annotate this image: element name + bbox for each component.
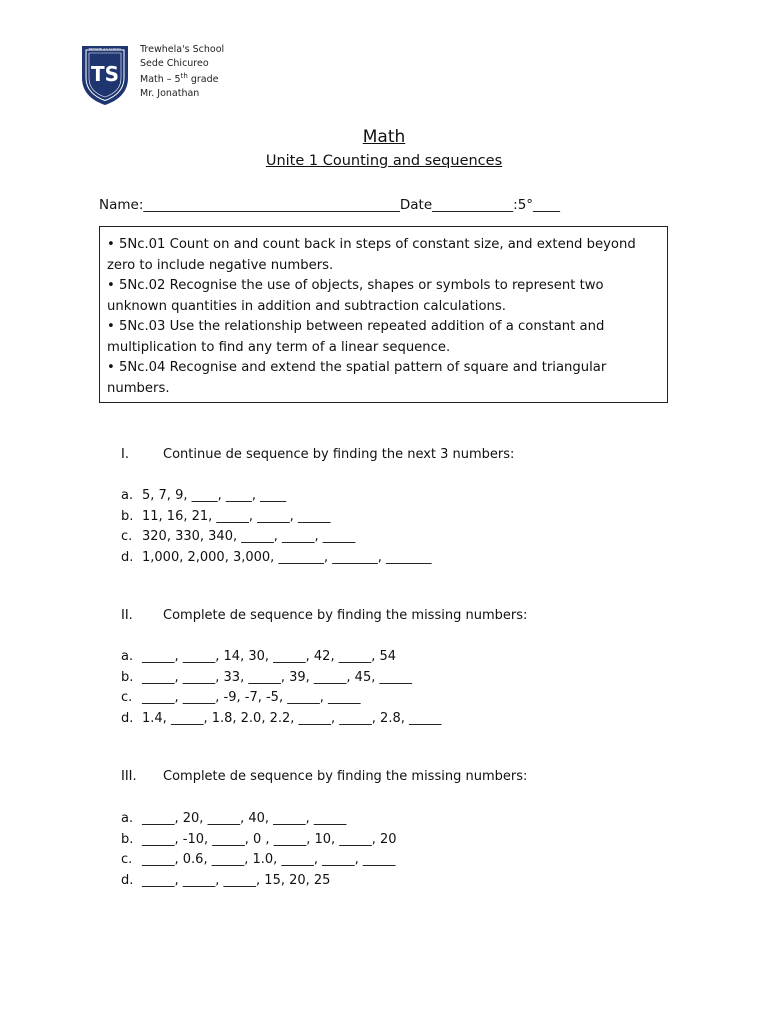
school-info <box>140 43 224 100</box>
section-number: II. <box>121 608 133 623</box>
section-number: I. <box>121 447 129 462</box>
name-date-line: Name:______________________________________Date____________:5°____ <box>99 197 561 213</box>
list-item: a. _____, 20, _____, 40, _____, _____ <box>121 811 347 826</box>
list-item: c. 320, 330, 340, _____, _____, _____ <box>121 529 356 544</box>
section-heading <box>121 447 514 462</box>
school-logo <box>80 44 130 106</box>
list-item: d. _____, _____, _____, 15, 20, 25 <box>121 872 331 888</box>
section-heading <box>121 608 527 623</box>
list-item: b. _____, -10, _____, 0 , _____, 10, _____, 20 <box>121 831 397 847</box>
list-item: c. _____, 0.6, _____, 1.0, _____, _____, _____ <box>121 852 396 867</box>
page-subtitle: Unite 1 Counting and sequences <box>265 153 503 169</box>
exercise-list <box>121 486 431 568</box>
list-item: a. _____, _____, 14, 30, _____, 42, _____, 54 <box>121 649 397 664</box>
list-item: a. 5, 7, 9, ____, ____, ____ <box>121 488 287 503</box>
teacher: Mr. Jonathan <box>140 87 200 99</box>
section-instruction: Complete de sequence by finding the missing numbers: <box>163 608 528 623</box>
list-item: b. _____, _____, 33, _____, 39, _____, 45, _____ <box>121 669 412 685</box>
logo-initials: TS <box>90 62 120 86</box>
objective-item: • 5Nc.02 Recognise the use of objects, shapes or symbols to represent two unknown quantities in addition and subtraction calculations. <box>107 278 604 314</box>
exercise-list <box>121 809 397 891</box>
logo-arc-text: TREWHELA'S SCHOOL <box>88 47 122 51</box>
course: Math – 5th grade <box>140 72 219 86</box>
objective-item: • 5Nc.04 Recognise and extend the spatial pattern of square and triangular numbers. <box>107 360 607 396</box>
list-item: d. 1,000, 2,000, 3,000, _______, _______, _______ <box>121 549 432 565</box>
list-item: b. 11, 16, 21, _____, _____, _____ <box>121 508 331 524</box>
objectives-box <box>99 226 668 403</box>
list-item: c. _____, _____, -9, -7, -5, _____, _____ <box>121 690 361 705</box>
section-instruction: Continue de sequence by finding the next 3 numbers: <box>163 447 515 462</box>
campus: Sede Chicureo <box>140 57 209 69</box>
page-title: Math <box>362 127 406 147</box>
section-number: III. <box>121 769 137 784</box>
section-instruction: Complete de sequence by finding the missing numbers: <box>163 769 528 784</box>
school-name: Trewhela's School <box>140 44 225 55</box>
objective-item: • 5Nc.03 Use the relationship between repeated addition of a constant and multiplication to find any term of a linear sequence. <box>107 319 605 355</box>
list-item: d. 1.4, _____, 1.8, 2.0, 2.2, _____, _____, 2.8, _____ <box>121 710 442 726</box>
section-heading <box>121 769 527 784</box>
objective-item: • 5Nc.01 Count on and count back in steps of constant size, and extend beyond zero to include negative numbers. <box>107 237 636 273</box>
exercise-list <box>121 647 442 729</box>
